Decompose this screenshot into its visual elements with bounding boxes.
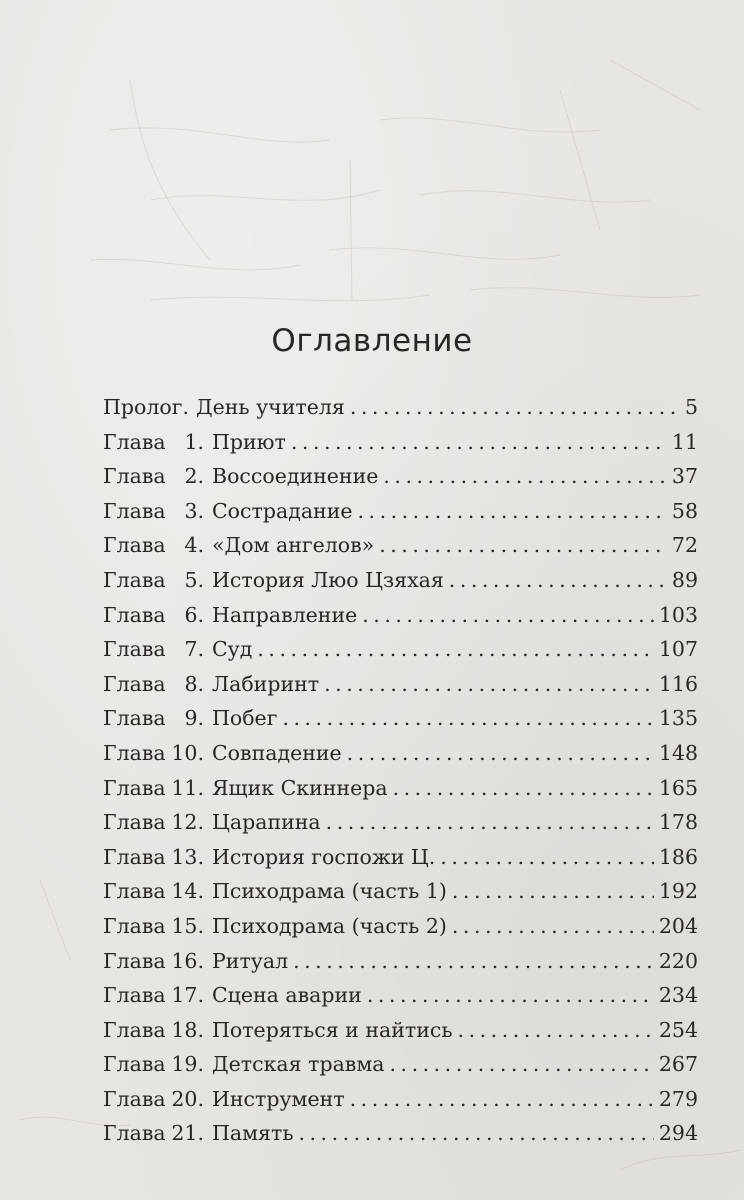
toc-entry-heading <box>103 771 388 806</box>
toc-entry-prefix: Глава <box>103 740 166 765</box>
toc-entry-number: 18. <box>171 1017 204 1042</box>
toc-entry-number: 20. <box>171 1086 204 1111</box>
toc-entry-title: Ящик Скиннера <box>212 775 388 800</box>
toc-entry-heading <box>103 494 353 529</box>
toc-entry-number: 14. <box>171 879 204 904</box>
toc-entry-page: 254 <box>658 1017 698 1042</box>
toc-entry-number: 3. <box>184 498 204 523</box>
toc-entry <box>103 494 698 529</box>
toc-entry-heading <box>103 840 435 875</box>
toc-entry-number: 1. <box>184 429 204 454</box>
toc-entry-title: День учителя <box>195 395 345 419</box>
toc-entry-page: 186 <box>658 844 698 869</box>
dot-leader <box>326 805 654 840</box>
table-of-contents <box>103 390 698 1151</box>
toc-entry-heading <box>103 944 288 979</box>
toc-entry <box>103 425 698 460</box>
toc-entry-heading <box>103 701 277 736</box>
dot-leader <box>393 771 654 806</box>
toc-entry-prefix: Глава <box>103 1121 166 1146</box>
toc-entry <box>103 1013 698 1048</box>
dot-leader <box>458 1013 654 1048</box>
toc-entry-heading <box>103 1082 345 1117</box>
toc-entry <box>103 701 698 736</box>
dot-leader <box>440 840 654 875</box>
toc-entry-number: 15. <box>171 913 204 938</box>
toc-entry <box>103 944 698 979</box>
toc-entry-title: Приют <box>212 429 286 454</box>
toc-entry <box>103 771 698 806</box>
toc-title: Оглавление <box>271 323 473 359</box>
toc-entry-page: 279 <box>658 1086 698 1111</box>
toc-entry-page: 192 <box>658 879 698 904</box>
toc-entry-title: «Дом ангелов» <box>212 533 375 558</box>
toc-entry-title: Совпадение <box>212 740 342 765</box>
toc-entry-heading <box>103 805 321 840</box>
toc-entry <box>103 736 698 771</box>
toc-entry-prefix: Глава <box>103 1086 166 1111</box>
dot-leader <box>293 944 654 979</box>
toc-entry-number: 11. <box>171 775 204 800</box>
toc-entry-prefix: Глава <box>103 879 166 904</box>
toc-entry-prefix: Пролог. <box>103 395 189 419</box>
toc-entry-prefix: Глава <box>103 844 166 869</box>
toc-entry <box>103 805 698 840</box>
toc-entry-prefix: Глава <box>103 1017 166 1042</box>
toc-entry-title: Побег <box>212 706 278 731</box>
toc-entry-number: 13. <box>171 844 204 869</box>
dot-leader <box>383 459 667 494</box>
toc-entry-number: 19. <box>171 1052 204 1077</box>
toc-entry-heading <box>103 459 378 494</box>
toc-entry-page: 107 <box>658 637 698 662</box>
toc-entry <box>103 632 698 667</box>
toc-entry-page: 116 <box>658 671 698 696</box>
toc-entry-title: Психодрама (часть 2) <box>212 913 447 938</box>
toc-entry-title: Память <box>212 1121 294 1146</box>
toc-entry <box>103 874 698 909</box>
toc-entry-prefix: Глава <box>103 602 166 627</box>
toc-entry-title: Детская травма <box>212 1052 385 1077</box>
toc-entry-number: 7. <box>184 637 204 662</box>
toc-entry-page: 89 <box>671 567 698 592</box>
toc-entry-number: 2. <box>184 464 204 489</box>
toc-entry-prefix: Глава <box>103 913 166 938</box>
toc-entry-number: 10. <box>171 740 204 765</box>
dot-leader <box>390 1047 654 1082</box>
toc-entry-prefix: Глава <box>103 775 166 800</box>
toc-entry-number: 6. <box>184 602 204 627</box>
toc-entry <box>103 459 698 494</box>
dot-leader <box>449 563 667 598</box>
toc-entry-prefix: Глава <box>103 706 166 731</box>
toc-entry-page: 165 <box>658 775 698 800</box>
toc-entry-title: История госпожи Ц. <box>212 844 436 869</box>
toc-entry-prefix: Глава <box>103 498 166 523</box>
toc-entry-prefix: Глава <box>103 810 166 835</box>
toc-entry-number: 9. <box>184 706 204 731</box>
dot-leader <box>350 390 680 425</box>
dot-leader <box>367 978 654 1013</box>
toc-entry-prefix: Глава <box>103 983 166 1008</box>
toc-entry <box>103 1082 698 1117</box>
toc-entry-page: 37 <box>671 464 698 489</box>
toc-entry <box>103 840 698 875</box>
toc-entry-number: 12. <box>171 810 204 835</box>
dot-leader <box>282 701 653 736</box>
toc-entry-heading <box>103 425 286 460</box>
toc-entry-page: 11 <box>671 429 698 454</box>
dot-leader <box>452 874 654 909</box>
toc-entry-page: 234 <box>658 983 698 1008</box>
toc-entry-title: Сострадание <box>212 498 353 523</box>
toc-entry-number: 4. <box>184 533 204 558</box>
dot-leader <box>362 598 654 633</box>
toc-entry-title: История Люо Цзяхая <box>212 567 444 592</box>
toc-entry-heading <box>103 563 444 598</box>
toc-entry-prefix: Глава <box>103 637 166 662</box>
toc-entry-heading <box>103 978 362 1013</box>
toc-entry-title: Ритуал <box>212 948 289 973</box>
toc-entry-prefix: Глава <box>103 948 166 973</box>
toc-entry <box>103 598 698 633</box>
toc-entry-number: 21. <box>171 1121 204 1146</box>
toc-entry-page: 5 <box>684 395 698 419</box>
toc-entry <box>103 528 698 563</box>
toc-entry <box>103 563 698 598</box>
toc-entry <box>103 909 698 944</box>
toc-entry-title: Воссоединение <box>212 464 379 489</box>
toc-entry-title: Инструмент <box>212 1086 345 1111</box>
toc-entry-prefix: Глава <box>103 567 166 592</box>
dot-leader <box>452 909 654 944</box>
toc-entry-heading <box>103 632 252 667</box>
dot-leader <box>379 528 667 563</box>
toc-entry-page: 220 <box>658 948 698 973</box>
dot-leader <box>291 425 667 460</box>
toc-entry-page: 135 <box>658 706 698 731</box>
toc-entry-page: 178 <box>658 810 698 835</box>
toc-entry-heading <box>103 598 357 633</box>
toc-entry-title: Потеряться и найтись <box>212 1017 453 1042</box>
toc-entry-page: 148 <box>658 740 698 765</box>
toc-entry-heading <box>103 1013 453 1048</box>
toc-entry-prefix: Глава <box>103 464 166 489</box>
toc-entry <box>103 1047 698 1082</box>
toc-entry-title: Царапина <box>212 810 321 835</box>
toc-entry-number: 5. <box>184 567 204 592</box>
toc-entry <box>103 978 698 1013</box>
toc-entry-title: Суд <box>212 637 253 662</box>
toc-entry-title: Направление <box>212 602 358 627</box>
toc-entry-heading <box>103 667 319 702</box>
dot-leader <box>347 736 654 771</box>
toc-entry-prefix: Глава <box>103 1052 166 1077</box>
toc-entry-page: 204 <box>658 913 698 938</box>
toc-entry-heading <box>103 390 345 425</box>
toc-entry-page: 72 <box>671 533 698 558</box>
toc-entry-heading <box>103 1047 385 1082</box>
toc-entry-title: Психодрама (часть 1) <box>212 879 447 904</box>
toc-entry-title: Сцена аварии <box>212 983 362 1008</box>
toc-entry-prefix: Глава <box>103 671 166 696</box>
dot-leader <box>324 667 654 702</box>
toc-entry-page: 267 <box>658 1052 698 1077</box>
toc-entry-heading <box>103 909 447 944</box>
toc-entry-title: Лабиринт <box>212 671 320 696</box>
toc-entry-prefix: Глава <box>103 429 166 454</box>
dot-leader <box>358 494 667 529</box>
toc-entry-heading <box>103 874 447 909</box>
toc-entry-page: 294 <box>658 1121 698 1146</box>
toc-entry <box>103 667 698 702</box>
toc-entry-heading <box>103 528 374 563</box>
dot-leader <box>257 632 653 667</box>
toc-entry-page: 58 <box>671 498 698 523</box>
toc-entry-number: 17. <box>171 983 204 1008</box>
toc-entry <box>103 390 698 425</box>
toc-entry <box>103 1116 698 1151</box>
toc-entry-heading <box>103 1116 293 1151</box>
toc-entry-number: 16. <box>171 948 204 973</box>
dot-leader <box>350 1082 654 1117</box>
toc-entry-page: 103 <box>658 602 698 627</box>
toc-entry-prefix: Глава <box>103 533 166 558</box>
dot-leader <box>298 1116 653 1151</box>
toc-entry-number: 8. <box>184 671 204 696</box>
toc-entry-heading <box>103 736 342 771</box>
